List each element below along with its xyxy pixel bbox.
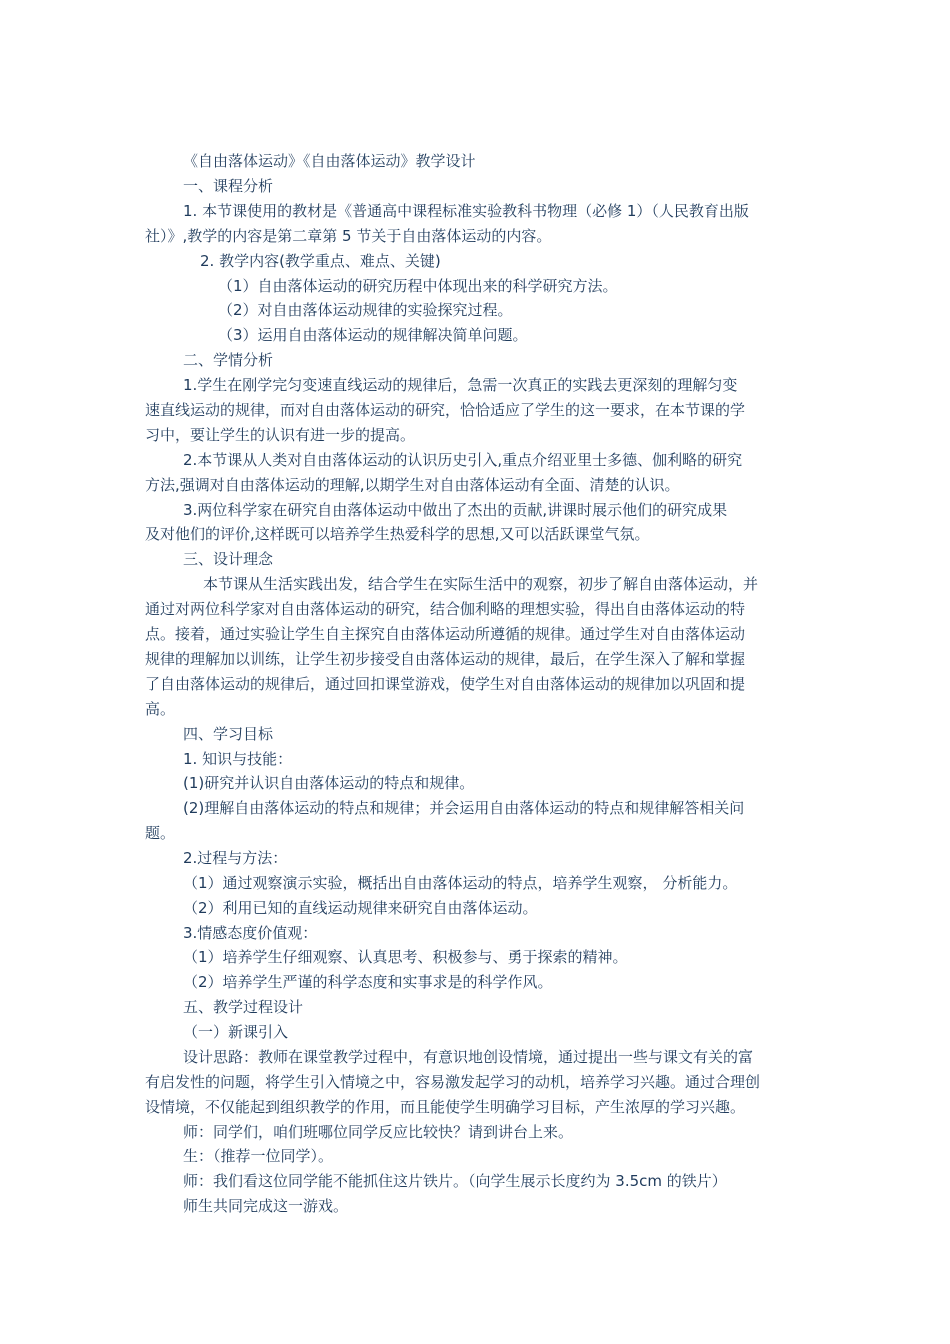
dialogue-line: 师生共同完成这一游戏。 [183,1197,349,1215]
paragraph-line: 了自由落体运动的规律后，通过回扣课堂游戏，使学生对自由落体运动的规律加以巩固和提 [145,675,746,693]
paragraph-line: 通过对两位科学家对自由落体运动的研究，结合伽利略的理想实验，得出自由落体运动的特 [145,600,746,618]
paragraph-line: 2.本节课从人类对自由落体运动的认识历史引入,重点介绍亚里士多德、伽利略的研究 [183,451,743,469]
paragraph-line: 速直线运动的规律，而对自由落体运动的研究，恰恰适应了学生的这一要求，在本节课的学 [145,401,746,419]
paragraph-line: 及对他们的评价,这样既可以培养学生热爱科学的思想,又可以活跃课堂气氛。 [145,525,650,543]
paragraph-line: 点。接着，通过实验让学生自主探究自由落体运动所遵循的规律。通过学生对自由落体运动 [145,625,746,643]
dialogue-line: 师：我们看这位同学能不能抓住这片铁片。（向学生展示长度约为 3.5cm 的铁片） [183,1172,727,1190]
document-title: 《自由落体运动》《自由落体运动》教学设计 [183,152,476,170]
dialogue-line: 师：同学们，咱们班哪位同学反应比较快？请到讲台上来。 [183,1123,574,1141]
section-heading-learning-objectives: 四、学习目标 [183,725,274,743]
list-item: （3）运用自由落体运动的规律解决简单问题。 [218,326,528,344]
paragraph-line: 3.两位科学家在研究自由落体运动中做出了杰出的贡献,讲课时展示他们的研究成果 [183,501,728,519]
paragraph-line: 社）》,教学的内容是第二章第 5 节关于自由落体运动的内容。 [145,227,552,245]
section-heading-teaching-process: 五、教学过程设计 [183,998,304,1016]
paragraph-line: 2. 教学内容(教学重点、难点、关键) [200,252,441,270]
paragraph-line: 方法,强调对自由落体运动的理解,以期学生对自由落体运动有全面、清楚的认识。 [145,476,680,494]
paragraph-line: 设情境，不仅能起到组织教学的作用，而且能使学生明确学习目标，产生浓厚的学习兴趣。 [145,1098,746,1116]
paragraph-line: 高。 [145,700,176,718]
list-item: （1）自由落体运动的研究历程中体现出来的科学研究方法。 [218,277,618,295]
paragraph-line: 1. 本节课使用的教材是《普通高中课程标准实验教科书物理（必修 1）（人民教育出版 [183,202,749,220]
section-heading-student-analysis: 二、学情分析 [183,351,274,369]
paragraph-line: 习中，要让学生的认识有进一步的提高。 [145,426,416,444]
list-item: （2）对自由落体运动规律的实验探究过程。 [218,301,513,319]
objective-group-heading: 3.情感态度价值观： [183,924,318,942]
list-item: (1)研究并认识自由落体运动的特点和规律。 [183,774,475,792]
paragraph-line: 1.学生在刚学完匀变速直线运动的规律后，急需一次真正的实践去更深刻的理解匀变 [183,376,738,394]
paragraph-line: 规律的理解加以训练，让学生初步接受自由落体运动的规律，最后，在学生深入了解和掌握 [145,650,746,668]
section-heading-course-analysis: 一、课程分析 [183,177,274,195]
list-item: (2)理解自由落体运动的特点和规律；并会运用自由落体运动的特点和规律解答相关问 [183,799,745,817]
paragraph-line: 有启发性的问题，将学生引入情境之中，容易激发起学习的动机，培养学习兴趣。通过合理创 [145,1073,761,1091]
list-item: （1）通过观察演示实验，概括出自由落体运动的特点，培养学生观察， 分析能力。 [183,874,738,892]
section-heading-design-concept: 三、设计理念 [183,550,274,568]
paragraph-line: 设计思路：教师在课堂教学过程中，有意识地创设情境，通过提出一些与课文有关的富 [183,1048,754,1066]
paragraph-line: 题。 [145,824,176,842]
list-item: （1）培养学生仔细观察、认真思考、积极参与、勇于探索的精神。 [183,948,628,966]
objective-group-heading: 1. 知识与技能： [183,750,293,768]
subsection-heading: （一）新课引入 [183,1023,289,1041]
dialogue-line: 生：（推荐一位同学）。 [183,1147,334,1165]
list-item: （2）利用已知的直线运动规律来研究自由落体运动。 [183,899,538,917]
objective-group-heading: 2.过程与方法： [183,849,288,867]
list-item: （2）培养学生严谨的科学态度和实事求是的科学作风。 [183,973,553,991]
paragraph-line: 本节课从生活实践出发，结合学生在实际生活中的观察，初步了解自由落体运动，并 [203,575,759,593]
